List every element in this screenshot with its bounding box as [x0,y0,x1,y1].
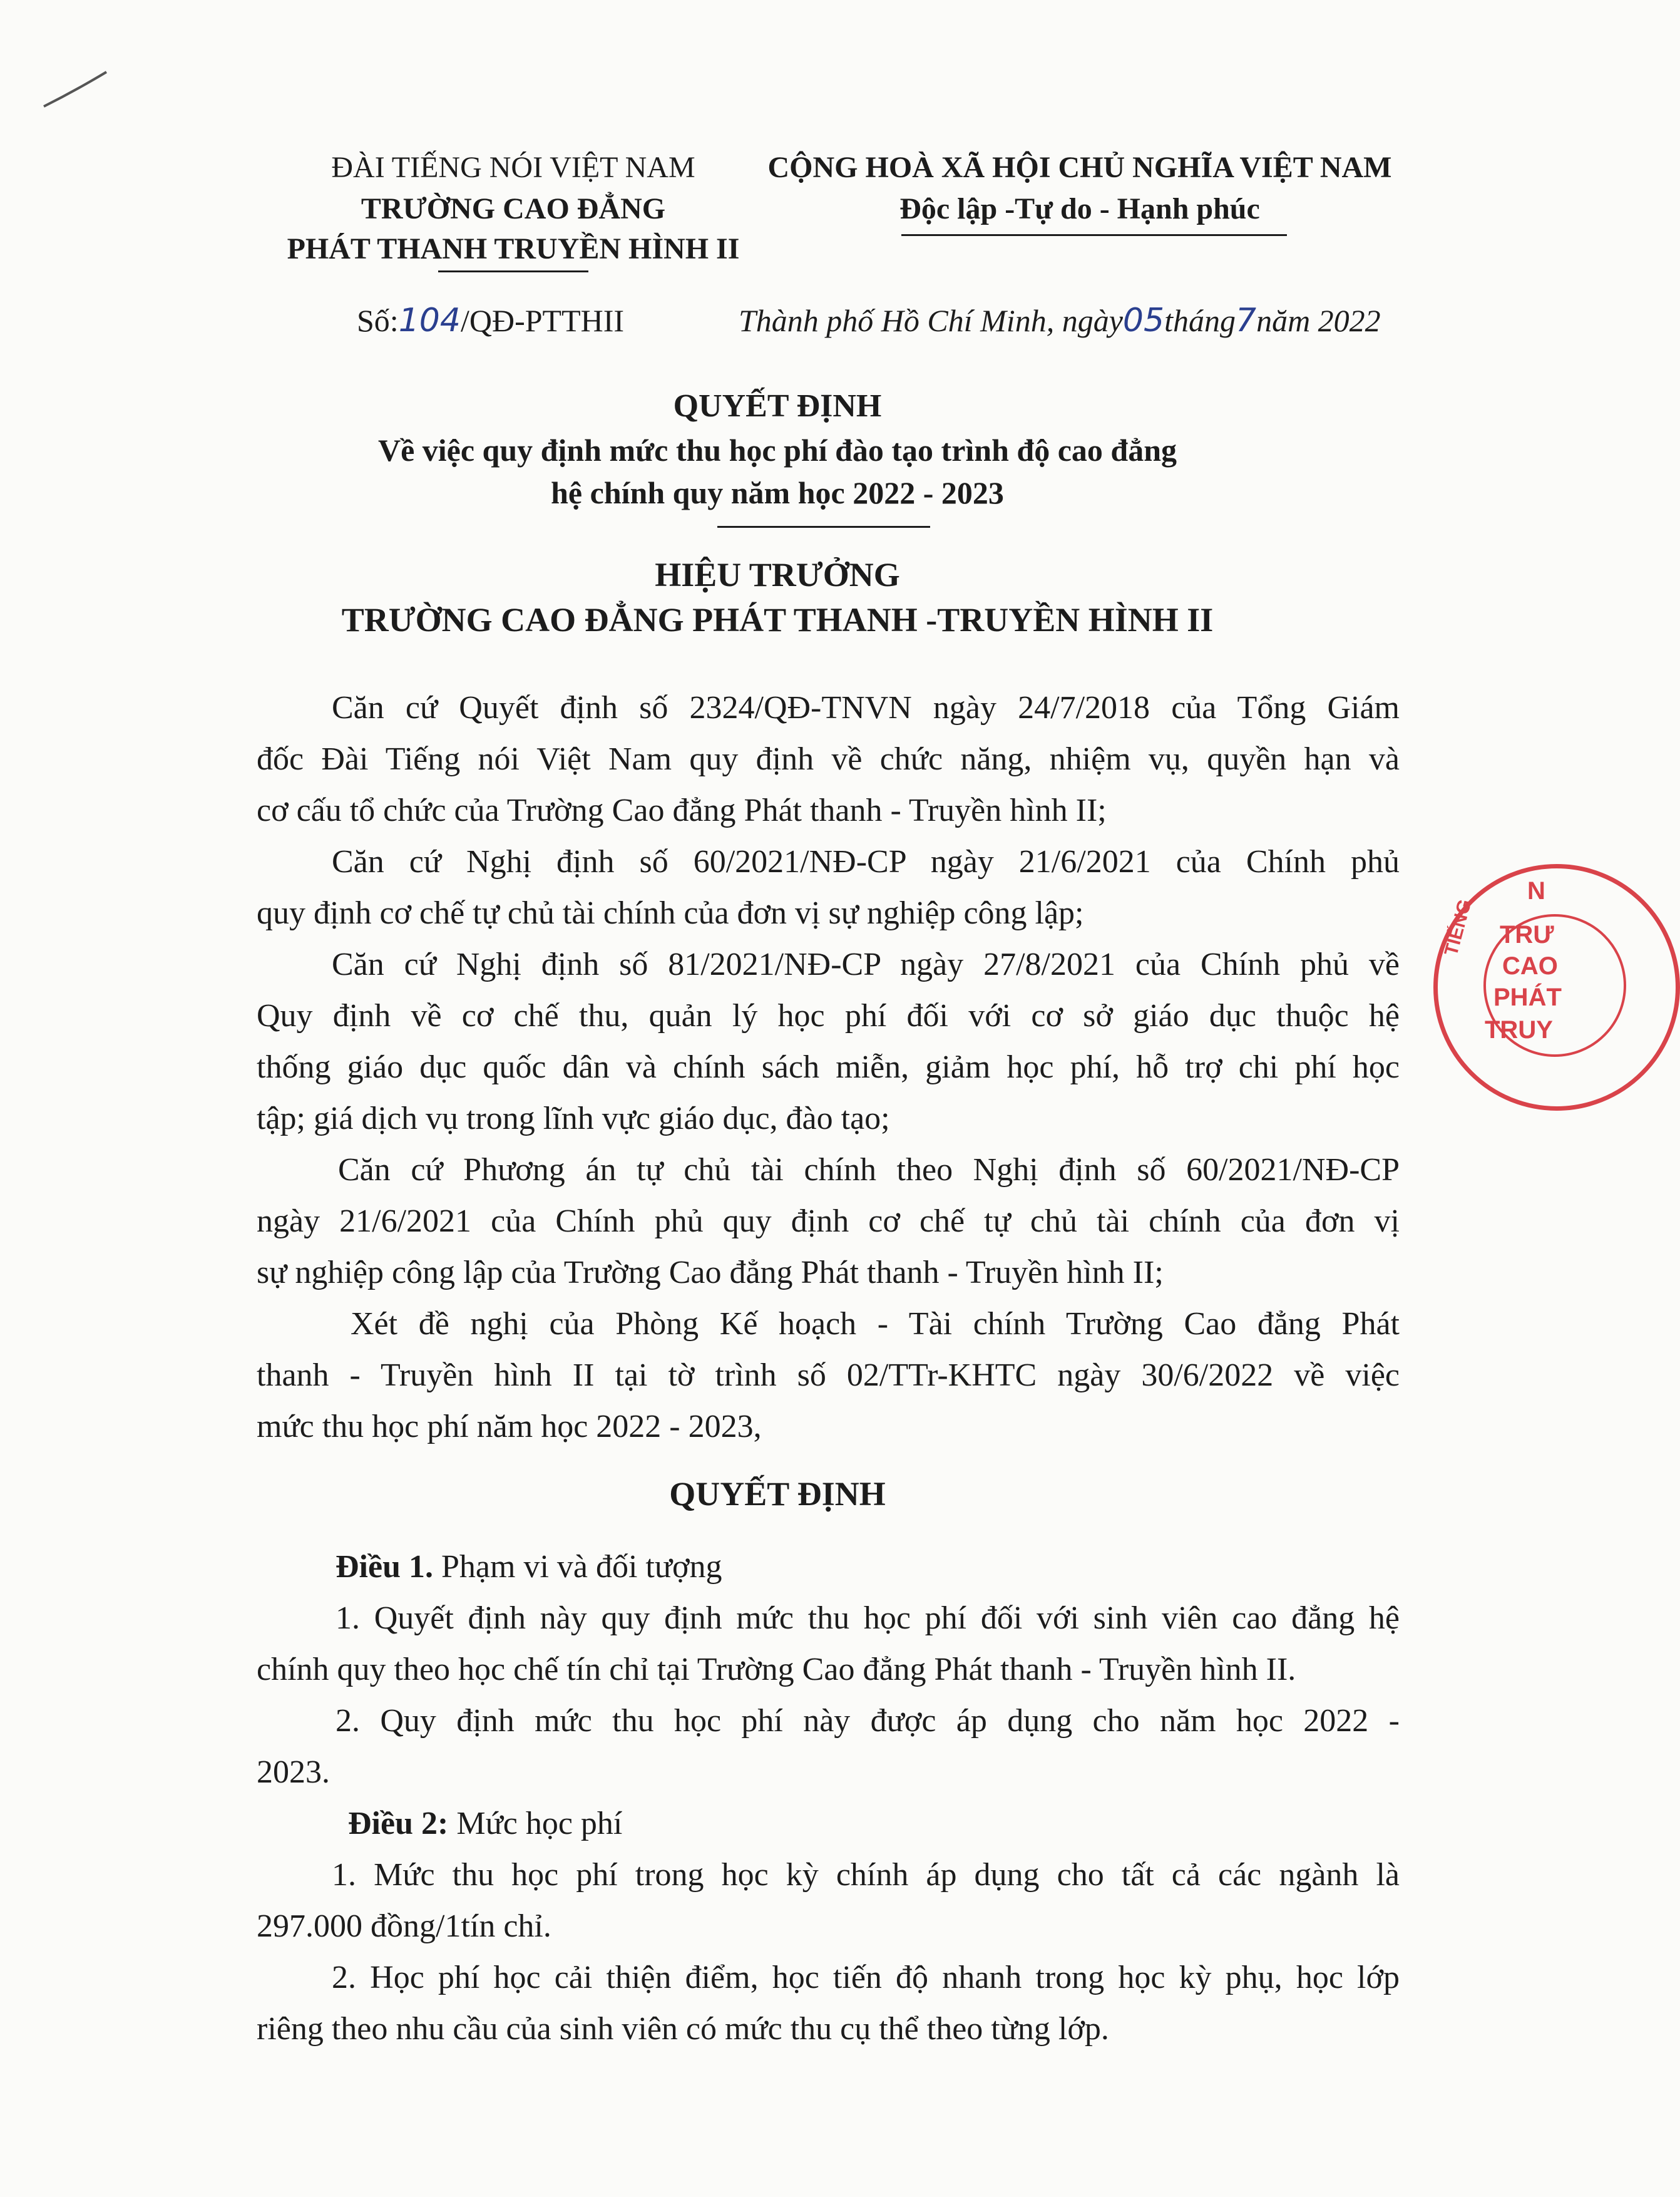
place-date-prefix: Thành phố Hồ Chí Minh, ngày [739,303,1123,338]
seal-text: TRUY [1485,1016,1553,1044]
basis-3-line: Quy định về cơ chế thu, quản lý học phí đối với cơ sở giáo dục thuộc hệ [257,998,1400,1034]
basis-5 [257,1299,1400,1453]
seal-text: CAO [1502,952,1558,980]
decision-subject-line1: Về việc quy định mức thu học phí đào tạo trình độ cao đẳng [377,433,1177,468]
basis-3-line: tập; giá dịch vụ trong lĩnh vực giáo dục, đào tạo; [257,1101,890,1136]
seal-text: N [1527,877,1545,905]
seal-text: PHÁT [1493,984,1562,1011]
article-2-item-2 [257,1952,1400,2055]
article-1-item-line: chính quy theo học chế tín chỉ tại Trường Cao đẳng Phát thanh - Truyền hình II. [257,1652,1296,1687]
article-1-item-line: 1. Quyết định này quy định mức thu học phí đối với sinh viên cao đẳng hệ [335,1600,1400,1636]
basis-4-line: Căn cứ Phương án tự chủ tài chính theo Nghị định số 60/2021/NĐ-CP [338,1152,1400,1188]
year-text: năm 2022 [1256,303,1381,338]
day-handwritten: 05 [1122,302,1165,339]
article-2-item-1 [257,1850,1400,1952]
basis-4 [257,1145,1400,1299]
month-handwritten: 7 [1235,302,1257,339]
article-2-title: Mức học phí [448,1806,623,1841]
header-school-line1: TRƯỜNG CAO ĐẲNG [361,192,666,225]
article-1-item-1 [257,1593,1400,1695]
authority-title: HIỆU TRƯỞNG [655,556,900,594]
article-2-item-line: 297.000 đồng/1tín chỉ. [257,1908,551,1944]
header-right-underline [901,234,1287,236]
month-word: tháng [1164,303,1236,338]
basis-5-line: mức thu học phí năm học 2022 - 2023, [257,1409,762,1444]
decision-heading: QUYẾT ĐỊNH [669,1475,886,1513]
basis-4-line: ngày 21/6/2021 của Chính phủ quy định cơ chế tự chủ tài chính của đơn vị [257,1203,1400,1239]
basis-5-line: thanh - Truyền hình II tại tờ trình số 02/TTr-KHTC ngày 30/6/2022 về việc [257,1357,1400,1393]
header-left-underline [438,270,588,272]
header-motto: Độc lập -Tự do - Hạnh phúc [899,192,1260,225]
decision-number [357,301,624,341]
article-1-item-line: 2. Quy định mức thu học phí này được áp dụng cho năm học 2022 - [335,1703,1400,1739]
number-prefix: Số: [357,303,399,338]
basis-3-line: thống giáo dục quốc dân và chính sách miễn, giảm học phí, hỗ trợ chi phí học [257,1049,1400,1085]
basis-3-line: Căn cứ Nghị định số 81/2021/NĐ-CP ngày 27/8/2021 của Chính phủ về [332,947,1400,982]
article-2-label: Điều 2: [348,1806,449,1841]
article-1-item-line: 2023. [257,1754,330,1790]
article-1-title: Phạm vi và đối tượng [433,1549,722,1585]
header-agency: ĐÀI TIẾNG NÓI VIỆT NAM [331,151,695,184]
number-handwritten: 104 [398,302,461,339]
authority-school: TRƯỜNG CAO ĐẲNG PHÁT THANH -TRUYỀN HÌNH II [341,601,1214,639]
decision-subject-line2: hệ chính quy năm học 2022 - 2023 [551,475,1004,510]
seal-text: TRƯ [1500,921,1554,949]
article-2-heading [348,1798,622,1850]
basis-2 [257,836,1400,939]
header-republic: CỘNG HOÀ XÃ HỘI CHỦ NGHĨA VIỆT NAM [767,151,1392,184]
seal-side-text: TIẾNG [1440,897,1476,959]
basis-2-line: Căn cứ Nghị định số 60/2021/NĐ-CP ngày 21/6/2021 của Chính phủ [332,844,1400,880]
article-2-item-line: riêng theo nhu cầu của sinh viên có mức thu cụ thể theo từng lớp. [257,2011,1109,2047]
basis-3 [257,939,1400,1145]
article-1-item-2 [257,1695,1400,1798]
header-school-line2: PHÁT THANH TRUYỀN HÌNH II [287,232,740,265]
title-underline [717,526,930,528]
article-2-item-line: 2. Học phí học cải thiện điểm, học tiến độ nhanh trong học kỳ phụ, học lớp [332,1960,1400,1995]
article-1-label: Điều 1. [335,1549,433,1585]
number-suffix: /QĐ-PTTHII [460,303,625,338]
basis-5-line: Xét đề nghị của Phòng Kế hoạch - Tài chính Trường Cao đẳng Phát [351,1306,1400,1342]
decision-title: QUYẾT ĐỊNH [673,388,882,424]
place-date [739,301,1381,341]
basis-1 [257,682,1400,836]
basis-1-line: Căn cứ Quyết định số 2324/QĐ-TNVN ngày 24/7/2018 của Tổng Giám [332,690,1400,726]
article-2-item-line: 1. Mức thu học phí trong học kỳ chính áp dụng cho tất cả các ngành là [332,1857,1400,1893]
basis-2-line: quy định cơ chế tự chủ tài chính của đơn vị sự nghiệp công lập; [257,895,1084,931]
pen-mark [38,63,113,113]
basis-1-line: cơ cấu tổ chức của Trường Cao đẳng Phát thanh - Truyền hình II; [257,793,1107,828]
basis-1-line: đốc Đài Tiếng nói Việt Nam quy định về chức năng, nhiệm vụ, quyền hạn và [257,741,1400,777]
article-1-heading [335,1541,722,1593]
basis-4-line: sự nghiệp công lập của Trường Cao đẳng Phát thanh - Truyền hình II; [257,1255,1164,1290]
